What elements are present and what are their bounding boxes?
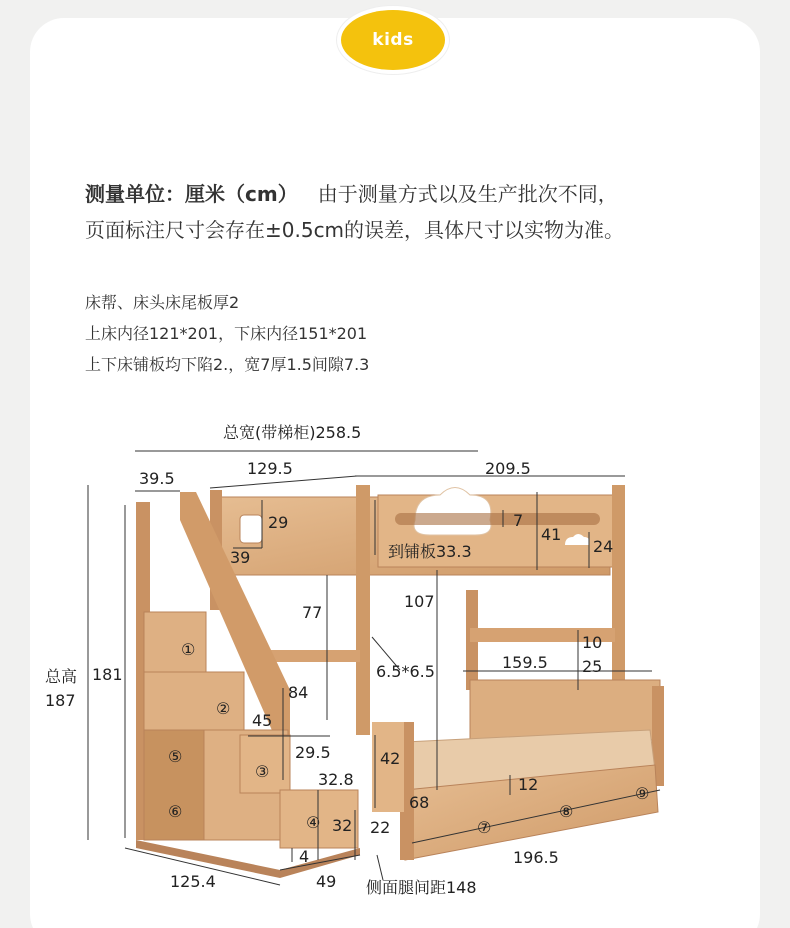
- dim-29: 29: [268, 513, 289, 532]
- dim-41: 41: [541, 525, 562, 544]
- marker-8: ⑧: [559, 802, 574, 821]
- marker-5: ⑤: [168, 747, 183, 766]
- dim-84: 84: [288, 683, 309, 702]
- dim-129-5: 129.5: [247, 459, 293, 478]
- dim-45: 45: [252, 711, 273, 730]
- dim-196-5: 196.5: [513, 848, 559, 867]
- dim-24: 24: [593, 537, 614, 556]
- dim-209-5: 209.5: [485, 459, 531, 478]
- marker-6: ⑥: [168, 802, 183, 821]
- marker-2: ②: [216, 699, 231, 718]
- dim-22: 22: [370, 818, 391, 837]
- total-height-value: 187: [45, 691, 76, 710]
- dim-77: 77: [302, 603, 323, 622]
- upper-post-back: [612, 485, 625, 690]
- dim-107: 107: [404, 592, 435, 611]
- to-board-label: 到铺板33.3: [388, 542, 472, 561]
- measurement-notice-line2: [85, 212, 624, 248]
- dim-68: 68: [409, 793, 430, 812]
- marker-3: ③: [255, 762, 270, 781]
- dim-12: 12: [518, 775, 539, 794]
- dim-39: 39: [230, 548, 251, 567]
- headboard-slot: [395, 513, 600, 525]
- spec-line: 床帮、床头床尾板厚2: [85, 293, 240, 312]
- dim-32: 32: [332, 816, 353, 835]
- notice-text-2: 页面标注尺寸会存在±0.5cm的误差，具体尺寸以实物为准。: [85, 218, 625, 242]
- unit-title: 测量单位：厘米（cm）: [85, 182, 298, 206]
- dim-42: 42: [380, 749, 401, 768]
- measurement-notice-line1: [85, 176, 618, 212]
- dim-125-4: 125.4: [170, 872, 216, 891]
- notice-text-1: 由于测量方式以及生产批次不同，: [317, 182, 618, 206]
- dim-159-5: 159.5: [502, 653, 548, 672]
- marker-9: ⑨: [635, 784, 650, 803]
- dim-29-5: 29.5: [295, 743, 331, 762]
- front-rail-bar: [268, 650, 360, 662]
- dim-49: 49: [316, 872, 337, 891]
- dim-181: 181: [92, 665, 123, 684]
- dim-39-5: 39.5: [139, 469, 175, 488]
- total-width-label: 总宽(带梯柜)258.5: [223, 423, 362, 442]
- total-height-label: 总高: [45, 667, 78, 686]
- leg-gap-label: 侧面腿间距148: [366, 878, 477, 897]
- dim-32-8: 32.8: [318, 770, 354, 789]
- marker-7: ⑦: [477, 818, 492, 837]
- marker-1: ①: [181, 640, 196, 659]
- dim-7: 7: [513, 511, 524, 530]
- spec-line: 上床内径121*201，下床内径151*201: [85, 324, 368, 343]
- upper-post-front: [356, 485, 370, 735]
- kids-badge: [341, 10, 445, 70]
- marker-4: ④: [306, 813, 321, 832]
- spec-line: 上下床铺板均下陷2.，宽7厚1.5间隙7.3: [85, 355, 370, 374]
- bunk-bed-dimension-diagram: [0, 400, 790, 928]
- kids-logo-text: kids: [372, 30, 414, 50]
- dim-25: 25: [582, 657, 603, 676]
- post-size-label: 6.5*6.5: [376, 662, 435, 681]
- lower-bed: [372, 680, 664, 860]
- dim-4: 4: [299, 847, 310, 866]
- dim-10: 10: [582, 633, 603, 652]
- step-1: [144, 612, 206, 674]
- hand-grip-cutout: [240, 515, 262, 543]
